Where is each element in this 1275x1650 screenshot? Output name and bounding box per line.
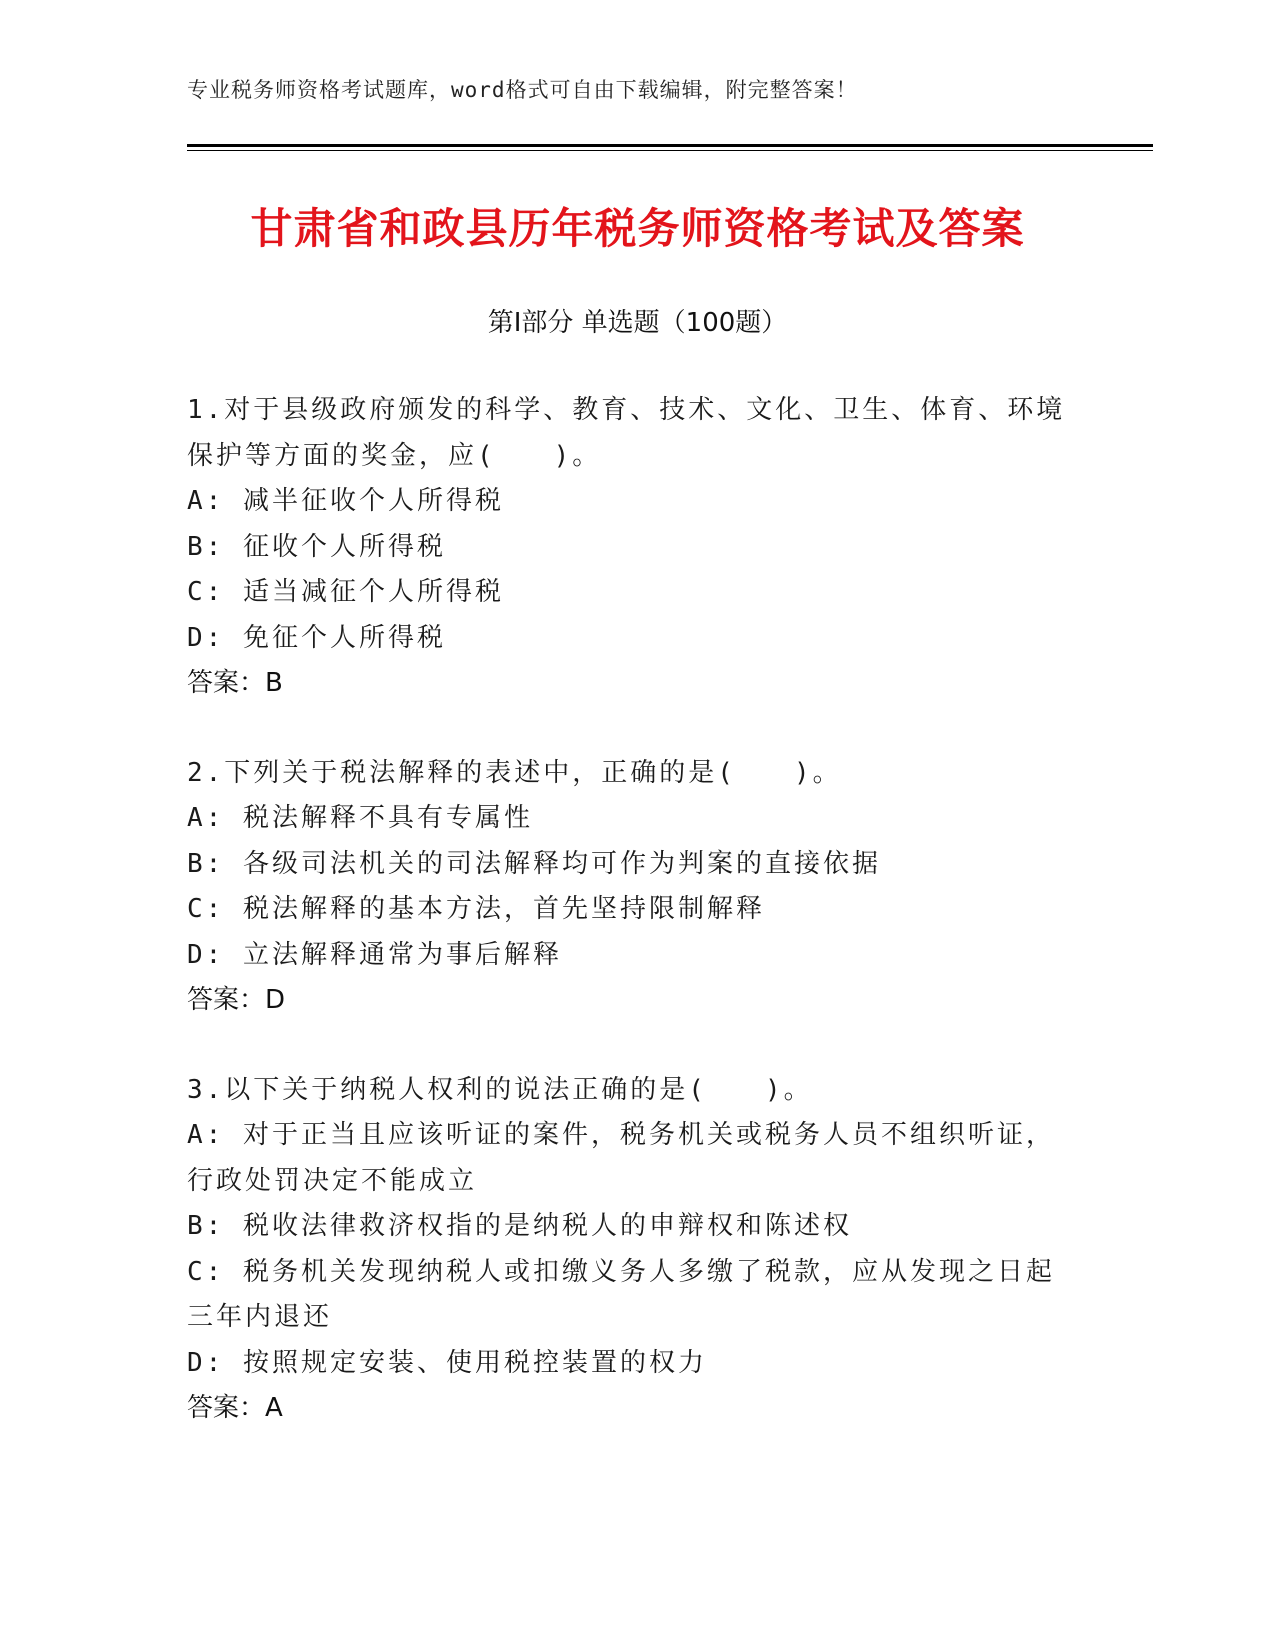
question-2 (187, 751, 1077, 1024)
question-stem: 1.对于县级政府颁发的科学、教育、技术、文化、卫生、体育、环境保护等方面的奖金，应( )。 (187, 395, 1066, 471)
option-b: B: 征收个人所得税 (187, 531, 446, 562)
question-list (187, 388, 1077, 1476)
header-rule-thin (187, 150, 1153, 151)
option-a: A: 对于正当且应该听证的案件，税务机关或税务人员不组织听证，行政处罚决定不能成立 (187, 1120, 1055, 1196)
question-stem: 3.以下关于纳税人权利的说法正确的是( )。 (187, 1074, 813, 1105)
header-rule-thick (187, 144, 1153, 147)
answer: 答案：D (187, 985, 286, 1015)
question-3 (187, 1068, 1077, 1432)
option-d: D: 立法解释通常为事后解释 (187, 939, 562, 970)
document-title: 甘肃省和政县历年税务师资格考试及答案 (250, 204, 1025, 253)
option-c: C: 税务机关发现纳税人或扣缴义务人多缴了税款，应从发现之日起三年内退还 (187, 1256, 1055, 1332)
option-a: A: 减半征收个人所得税 (187, 486, 504, 516)
option-b: B: 各级司法机关的司法解释均可作为判案的直接依据 (187, 848, 881, 879)
option-b: B: 税收法律救济权指的是纳税人的申辩权和陈述权 (187, 1211, 852, 1241)
option-d: D: 免征个人所得税 (187, 622, 446, 653)
header-note: 专业税务师资格考试题库，word格式可自由下载编辑，附完整答案！ (187, 78, 858, 102)
answer: 答案：A (187, 1393, 283, 1423)
question-1 (187, 388, 1077, 707)
option-c: C: 适当减征个人所得税 (187, 577, 504, 607)
option-a: A: 税法解释不具有专属性 (187, 803, 533, 833)
option-d: D: 按照规定安装、使用税控装置的权力 (187, 1347, 707, 1378)
option-c: C: 税法解释的基本方法，首先坚持限制解释 (187, 894, 765, 924)
question-stem: 2.下列关于税法解释的表述中，正确的是( )。 (187, 757, 842, 788)
section-title: 第Ⅰ部分 单选题（100题） (487, 308, 788, 338)
answer: 答案：B (187, 668, 283, 698)
